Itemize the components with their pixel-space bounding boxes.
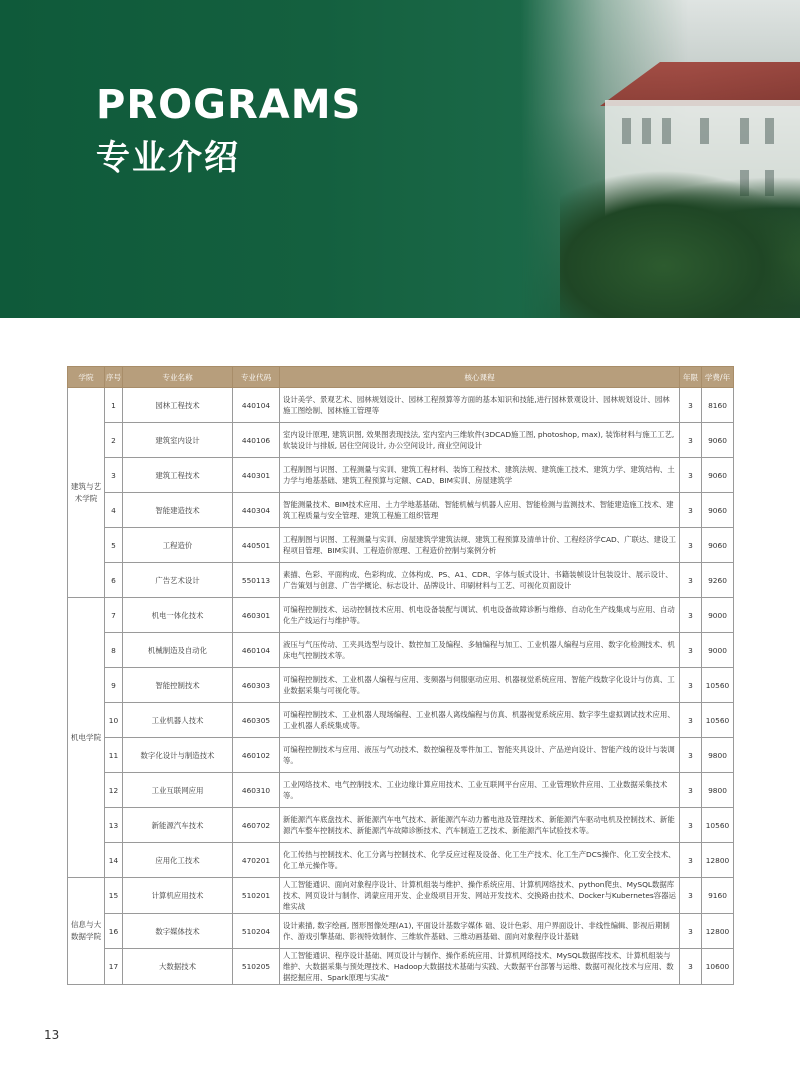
core-courses: 工业网络技术、电气控制技术、工业边缘计算应用技术、工业互联网平台应用、工业管理软件应用、工业数据采集技术等。 xyxy=(280,773,680,808)
core-courses: 可编程控制技术、工业机器人编程与应用、变频器与伺服驱动应用、机器视觉系统应用、智能产线数字化设计与仿真、工业数据采集与可视化等。 xyxy=(280,668,680,703)
row-no: 16 xyxy=(105,914,123,949)
program-fee: 10560 xyxy=(702,668,734,703)
row-no: 4 xyxy=(105,493,123,528)
program-name: 建筑室内设计 xyxy=(123,423,233,458)
core-courses: 设计素描, 数字绘画, 图形图像处理(A1), 平面设计基数字媒体 础、设计色彩、用户界面设计、非线性编辑、影视后期制作、游戏引擎基础、影视特效制作、三维软件基础、三维动画基础、面向对象程序设计基础 xyxy=(280,914,680,949)
table-row xyxy=(68,563,734,598)
program-name: 工业互联网应用 xyxy=(123,773,233,808)
program-fee: 9800 xyxy=(702,738,734,773)
program-code: 460301 xyxy=(233,598,280,633)
program-name: 智能控制技术 xyxy=(123,668,233,703)
program-years: 3 xyxy=(680,423,702,458)
table-row xyxy=(68,843,734,878)
row-no: 1 xyxy=(105,388,123,423)
program-name: 数字媒体技术 xyxy=(123,914,233,949)
table-row xyxy=(68,493,734,528)
row-no: 9 xyxy=(105,668,123,703)
program-name: 计算机应用技术 xyxy=(123,878,233,914)
row-no: 3 xyxy=(105,458,123,493)
program-years: 3 xyxy=(680,598,702,633)
row-no: 2 xyxy=(105,423,123,458)
core-courses: 可编程控制技术与应用、液压与气动技术、数控编程及零件加工、智能夹具设计、产品逆向设计、智能产线的设计与装调等。 xyxy=(280,738,680,773)
program-code: 470201 xyxy=(233,843,280,878)
program-code: 440104 xyxy=(233,388,280,423)
row-no: 10 xyxy=(105,703,123,738)
row-no: 11 xyxy=(105,738,123,773)
program-years: 3 xyxy=(680,563,702,598)
program-code: 460305 xyxy=(233,703,280,738)
table-row xyxy=(68,598,734,633)
trees xyxy=(560,170,800,318)
core-courses: 室内设计原理, 建筑识图, 效果图表现技法, 室内室内三维软件(3DCAD施工图, photoshop, max), 装饰材料与施工工艺, 软装设计与排版, 居住空间设计, 办公空间设计, 商业空间设计 xyxy=(280,423,680,458)
building-window xyxy=(700,118,709,144)
program-years: 3 xyxy=(680,668,702,703)
program-code: 460310 xyxy=(233,773,280,808)
program-fee: 8160 xyxy=(702,388,734,423)
table-row xyxy=(68,528,734,563)
program-name: 工业机器人技术 xyxy=(123,703,233,738)
program-code: 460303 xyxy=(233,668,280,703)
program-code: 460102 xyxy=(233,738,280,773)
table-row xyxy=(68,458,734,493)
column-header-courses: 核心课程 xyxy=(280,367,680,388)
program-fee: 9000 xyxy=(702,633,734,668)
program-fee: 10600 xyxy=(702,949,734,985)
core-courses: 人工智能通识、程序设计基础、网页设计与制作、操作系统应用、计算机网络技术、MySQL数据库技术、计算机组装与维护、大数据采集与预处理技术、Hadoop大数据技术基础与实践、大数据平台部署与运维、数据可视化技术与应用、数据挖掘应用、Spark原理与实战" xyxy=(280,949,680,985)
row-no: 7 xyxy=(105,598,123,633)
core-courses: 新能源汽车底盘技术、新能源汽车电气技术、新能源汽车动力蓄电池及管理技术、新能源汽车驱动电机及控制技术、新能源汽车整车控制技术、新能源汽车故障诊断技术、汽车制造工艺技术、新能源汽车试验技术等。 xyxy=(280,808,680,843)
program-code: 510205 xyxy=(233,949,280,985)
table-header-row xyxy=(68,367,734,388)
row-no: 17 xyxy=(105,949,123,985)
program-fee: 10560 xyxy=(702,808,734,843)
row-no: 5 xyxy=(105,528,123,563)
program-code: 510204 xyxy=(233,914,280,949)
program-fee: 9060 xyxy=(702,493,734,528)
column-header-no: 序号 xyxy=(105,367,123,388)
program-years: 3 xyxy=(680,949,702,985)
program-fee: 9060 xyxy=(702,458,734,493)
core-courses: 人工智能通识、面向对象程序设计、计算机组装与维护、操作系统应用、计算机网络技术、python爬虫、MySQL数据库技术、网页设计与制作、鸿蒙应用开发、企业级项目开发、网站开发技术、交换路由技术、Docker与Kubernetes容器运维实战 xyxy=(280,878,680,914)
core-courses: 化工传热与控制技术、化工分离与控制技术、化学反应过程及设备、化工生产技术、化工生产DCS操作、化工安全技术、化工单元操作等。 xyxy=(280,843,680,878)
core-courses: 可编程控制技术、工业机器人现场编程、工业机器人离线编程与仿真、机器视觉系统应用、数字孪生虚拟调试技术应用、工业机器人系统集成等。 xyxy=(280,703,680,738)
program-name: 园林工程技术 xyxy=(123,388,233,423)
core-courses: 工程制图与识图、工程测量与实训、建筑工程材料、装饰工程技术、建筑法规、建筑施工技术、建筑力学、建筑结构、土力学与地基基础、建筑工程预算与定额、CAD、BIM实训、房屋建筑学 xyxy=(280,458,680,493)
core-courses: 素描、色彩、平面构成、色彩构成、立体构成、PS、A1、CDR、字体与版式设计、书籍装帧设计包装设计、展示设计、广告策划与创意、广告学概论、标志设计、品牌设计、印刷材料与工艺、可视化页面设计 xyxy=(280,563,680,598)
program-years: 3 xyxy=(680,458,702,493)
program-years: 3 xyxy=(680,738,702,773)
row-no: 15 xyxy=(105,878,123,914)
program-code: 440501 xyxy=(233,528,280,563)
program-code: 440304 xyxy=(233,493,280,528)
program-name: 广告艺术设计 xyxy=(123,563,233,598)
core-courses: 工程制图与识图、工程测量与实训、房屋建筑学建筑法规、建筑工程预算及清单计价、工程经济学CAD、广联达、建设工程项目管理、BIM实训、工程造价原理、工程造价控制与案例分析 xyxy=(280,528,680,563)
table-row xyxy=(68,633,734,668)
program-years: 3 xyxy=(680,493,702,528)
program-years: 3 xyxy=(680,528,702,563)
table-row xyxy=(68,878,734,914)
core-courses: 液压与气压传动、工夹具选型与设计、数控加工及编程、多轴编程与加工、工业机器人编程与应用、数字化检测技术、机床电气控制技术等。 xyxy=(280,633,680,668)
table-row xyxy=(68,773,734,808)
program-code: 460702 xyxy=(233,808,280,843)
program-fee: 10560 xyxy=(702,703,734,738)
building-window xyxy=(642,118,651,144)
program-name: 数字化设计与制造技术 xyxy=(123,738,233,773)
program-fee: 9160 xyxy=(702,878,734,914)
program-years: 3 xyxy=(680,703,702,738)
building-window xyxy=(622,118,631,144)
program-name: 应用化工技术 xyxy=(123,843,233,878)
program-name: 工程造价 xyxy=(123,528,233,563)
page-title-cn: 专业介绍 xyxy=(96,138,240,178)
table-row xyxy=(68,388,734,423)
page-title-en: PROGRAMS xyxy=(96,82,362,128)
program-fee: 9060 xyxy=(702,423,734,458)
programs-table xyxy=(67,366,734,985)
table-row xyxy=(68,668,734,703)
program-code: 550113 xyxy=(233,563,280,598)
program-name: 建筑工程技术 xyxy=(123,458,233,493)
row-no: 13 xyxy=(105,808,123,843)
building-window xyxy=(765,118,774,144)
program-years: 3 xyxy=(680,773,702,808)
program-code: 440106 xyxy=(233,423,280,458)
program-years: 3 xyxy=(680,633,702,668)
program-fee: 9000 xyxy=(702,598,734,633)
program-fee: 12800 xyxy=(702,914,734,949)
building-window xyxy=(740,118,749,144)
column-header-code: 专业代码 xyxy=(233,367,280,388)
program-years: 3 xyxy=(680,878,702,914)
college-cell: 信息与大数据学院 xyxy=(68,878,105,985)
table-row xyxy=(68,914,734,949)
table-row xyxy=(68,423,734,458)
program-years: 3 xyxy=(680,808,702,843)
program-fee: 12800 xyxy=(702,843,734,878)
program-fee: 9060 xyxy=(702,528,734,563)
core-courses: 智能测量技术、BIM技术应用、土力学地基基础、智能机械与机器人应用、智能检测与监测技术、智能建造施工技术、建筑工程质量与安全管理、建筑工程施工组织管理 xyxy=(280,493,680,528)
program-code: 460104 xyxy=(233,633,280,668)
table-row xyxy=(68,949,734,985)
building-window xyxy=(662,118,671,144)
college-cell: 建筑与艺术学院 xyxy=(68,388,105,598)
program-fee: 9800 xyxy=(702,773,734,808)
program-name: 机械制造及自动化 xyxy=(123,633,233,668)
program-code: 510201 xyxy=(233,878,280,914)
program-name: 机电一体化技术 xyxy=(123,598,233,633)
college-cell: 机电学院 xyxy=(68,598,105,878)
column-header-fee: 学费/年 xyxy=(702,367,734,388)
table-row xyxy=(68,738,734,773)
column-header-name: 专业名称 xyxy=(123,367,233,388)
program-years: 3 xyxy=(680,914,702,949)
header-banner xyxy=(0,0,800,318)
table-row xyxy=(68,703,734,738)
program-name: 新能源汽车技术 xyxy=(123,808,233,843)
core-courses: 设计美学、景观艺术、园林规划设计、园林工程预算等方面的基本知识和技能,进行园林景观设计、园林规划设计、园林施工图绘制、园林施工管理等 xyxy=(280,388,680,423)
row-no: 14 xyxy=(105,843,123,878)
program-name: 智能建造技术 xyxy=(123,493,233,528)
row-no: 12 xyxy=(105,773,123,808)
program-name: 大数据技术 xyxy=(123,949,233,985)
page-number: 13 xyxy=(44,1028,60,1042)
row-no: 8 xyxy=(105,633,123,668)
column-header-years: 年限 xyxy=(680,367,702,388)
program-code: 440301 xyxy=(233,458,280,493)
table-row xyxy=(68,808,734,843)
column-header-college: 学院 xyxy=(68,367,105,388)
program-years: 3 xyxy=(680,843,702,878)
program-fee: 9260 xyxy=(702,563,734,598)
program-years: 3 xyxy=(680,388,702,423)
row-no: 6 xyxy=(105,563,123,598)
core-courses: 可编程控制技术、运动控制技术应用、机电设备装配与调试、机电设备故障诊断与维修、自动化生产线集成与应用、自动化生产线运行与维护等。 xyxy=(280,598,680,633)
